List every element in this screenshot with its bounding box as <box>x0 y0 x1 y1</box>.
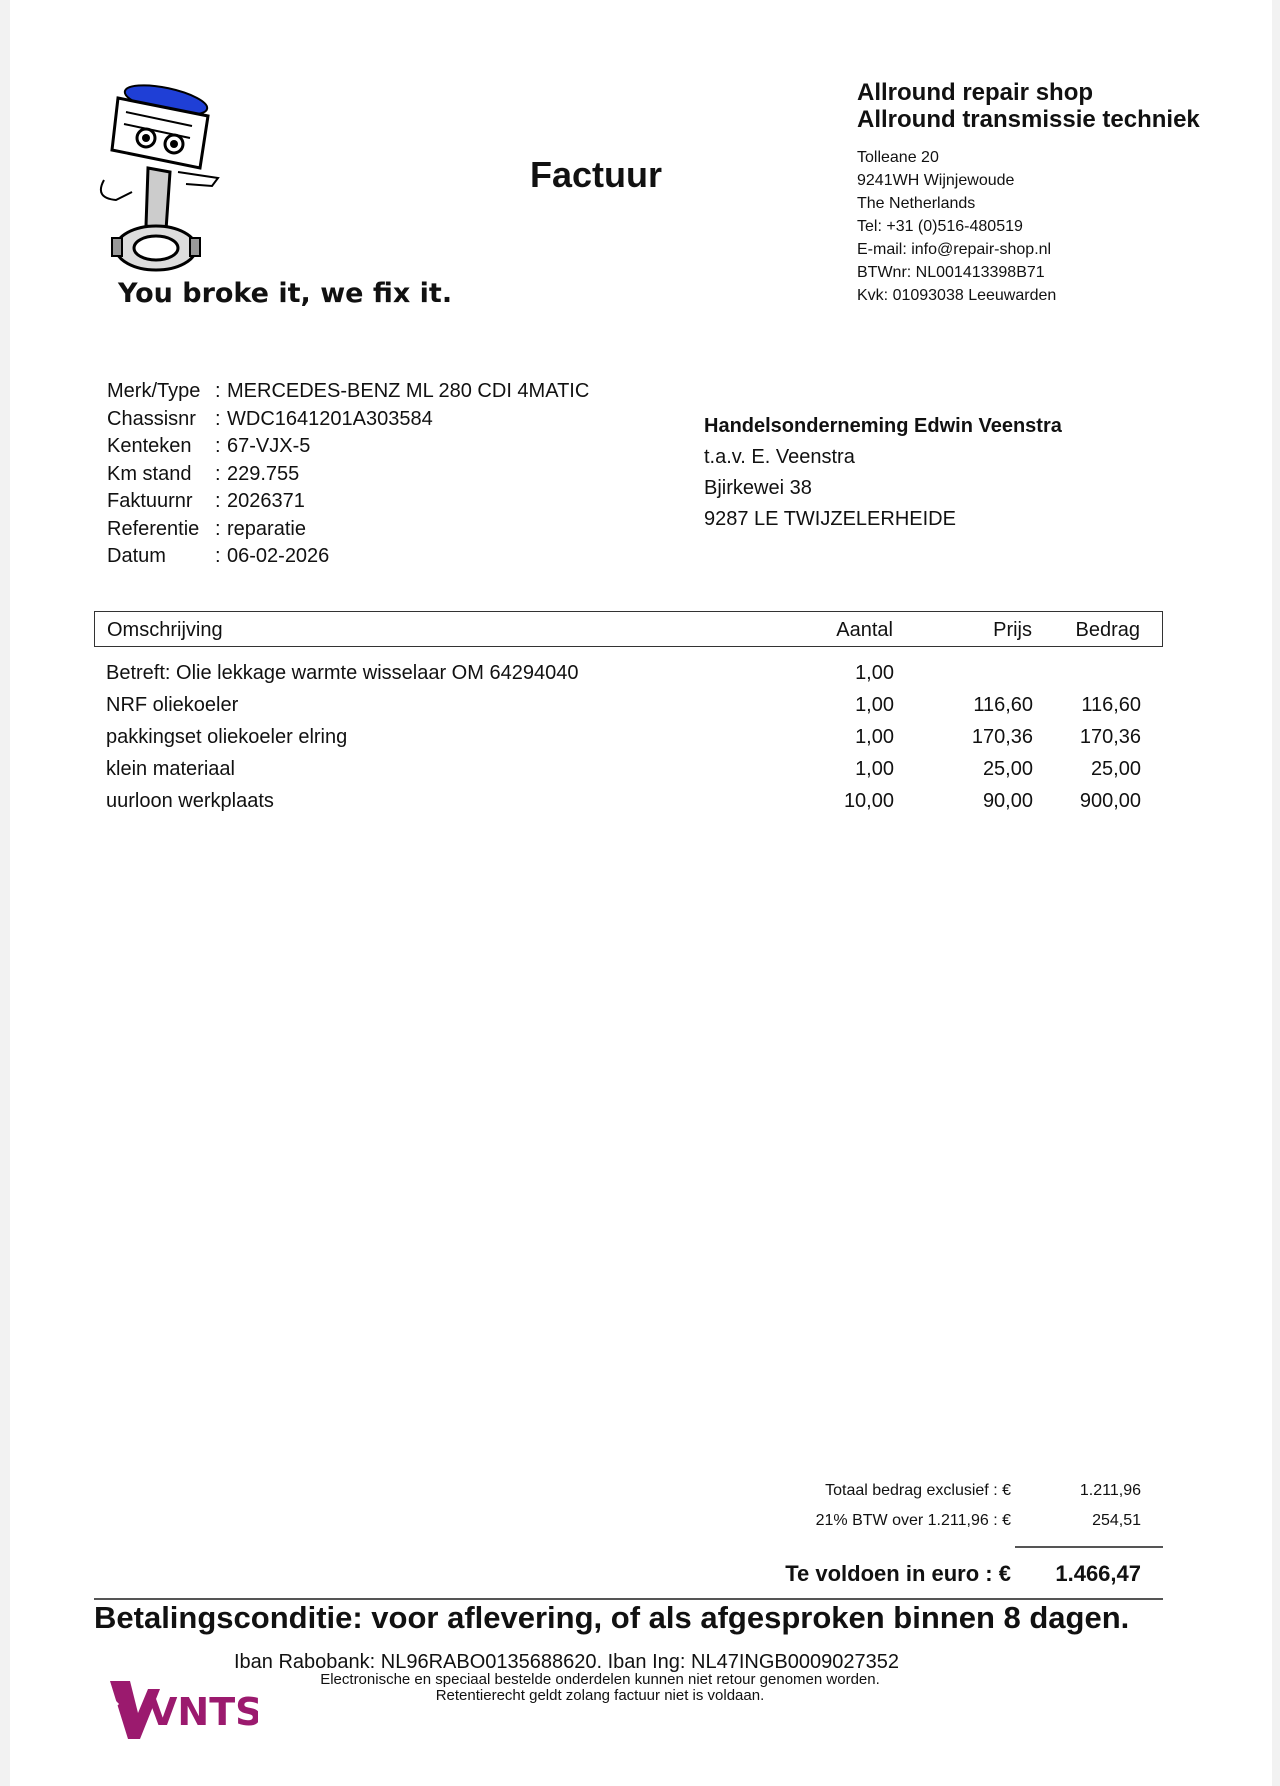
shop-street: Tolleane 20 <box>857 149 939 166</box>
tagline: You broke it, we fix it. <box>118 278 453 309</box>
row-description: pakkingset oliekoeler elring <box>106 726 348 748</box>
page-title: Factuur <box>530 154 663 195</box>
detail-value: 67-VJX-5 <box>227 435 311 457</box>
row-price: 25,00 <box>982 758 1033 780</box>
amount-due-label: Te voldoen in euro : € <box>785 1561 1011 1586</box>
detail-label: Kenteken <box>107 435 192 457</box>
shop-kvk: Kvk: 01093038 Leeuwarden <box>857 287 1057 304</box>
detail-label: Referentie <box>107 517 200 540</box>
table-row <box>94 655 1163 687</box>
shop-name-line-1: Allround repair shop <box>857 79 1094 106</box>
currency-symbol: € <box>1002 1512 1011 1529</box>
shop-email: E-mail: info@repair-shop.nl <box>857 241 1052 258</box>
customer-attn: t.a.v. E. Veenstra <box>704 446 855 468</box>
vat-value: 254,51 <box>1092 1512 1141 1529</box>
row-price: 116,60 <box>973 694 1033 716</box>
detail-row: Kenteken : 67-VJX-5 <box>107 433 589 461</box>
detail-row: Referentie : reparatie <box>107 516 589 544</box>
total-excl-value: 1.211,96 <box>1079 1482 1141 1499</box>
currency-symbol: € <box>998 1561 1011 1586</box>
detail-value: MERCEDES-BENZ ML 280 CDI 4MATIC <box>227 380 590 402</box>
retention-notice: Retentierecht geldt zolang factuur niet is voldaan. <box>435 1687 765 1704</box>
shop-postal: 9241WH Wijnjewoude <box>857 172 1015 189</box>
vat-label: 21% BTW over 1.211,96 : € <box>815 1512 1011 1529</box>
row-amount: 25,00 <box>1090 758 1141 780</box>
shop-country: The Netherlands <box>857 195 976 212</box>
detail-row: Chassisnr : WDC1641201A303584 <box>107 406 589 434</box>
invoice-page <box>10 0 1272 1786</box>
row-amount: 900,00 <box>1079 790 1141 812</box>
table-header <box>94 611 1163 647</box>
line-items <box>94 655 1163 815</box>
detail-row: Merk/Type : MERCEDES-BENZ ML 280 CDI 4MATIC <box>107 378 589 406</box>
table-row <box>94 719 1163 751</box>
table-row <box>94 687 1163 719</box>
row-quantity: 1,00 <box>855 694 894 716</box>
detail-value: reparatie <box>227 517 306 540</box>
piston-mascot-logo <box>96 80 256 280</box>
detail-value: 06-02-2026 <box>227 545 330 567</box>
row-amount: 170,36 <box>1079 726 1141 748</box>
shop-name-line-2: Allround transmissie techniek <box>857 106 1200 133</box>
detail-label: Faktuurnr <box>107 490 193 512</box>
detail-value: 2026371 <box>227 490 305 512</box>
vnts-logo <box>108 1675 258 1748</box>
detail-label: Merk/Type <box>107 380 201 402</box>
customer-address <box>704 411 1062 535</box>
amount-due-value: 1.466,47 <box>1055 1561 1141 1586</box>
customer-name: Handelsonderneming Edwin Veenstra <box>704 415 1062 437</box>
row-amount: 116,60 <box>1081 694 1141 716</box>
return-policy: Electronische en speciaal bestelde onderdelen kunnen niet retour genomen worden. <box>320 1671 880 1688</box>
header-amount: Bedrag <box>1075 619 1140 641</box>
shop-address <box>857 146 1056 307</box>
payment-terms: Betalingsconditie: voor aflevering, of als afgesproken binnen 8 dagen. <box>94 1600 1130 1635</box>
row-quantity: 1,00 <box>855 726 894 748</box>
total-excl-label: Totaal bedrag exclusief : € <box>825 1482 1011 1499</box>
detail-row: Faktuurnr : 2026371 <box>107 488 589 516</box>
row-quantity: 1,00 <box>855 758 894 780</box>
table-row <box>94 751 1163 783</box>
detail-row: Datum : 06-02-2026 <box>107 543 589 571</box>
detail-label: Datum <box>107 545 166 567</box>
detail-label: Chassisnr <box>107 407 196 430</box>
customer-city: 9287 LE TWIJZELERHEIDE <box>704 508 956 530</box>
piston-mascot-icon <box>96 80 256 280</box>
shop-name <box>857 79 1200 133</box>
totals-divider <box>1015 1546 1163 1548</box>
vnts-logo-text: VNTS <box>148 1690 258 1734</box>
row-description: NRF oliekoeler <box>106 694 239 716</box>
shop-vat-number: BTWnr: NL001413398B71 <box>857 264 1045 281</box>
row-description: klein materiaal <box>106 758 235 780</box>
row-description: uurloon werkplaats <box>106 790 274 812</box>
detail-value: WDC1641201A303584 <box>227 407 433 430</box>
currency-symbol: € <box>1002 1482 1011 1499</box>
row-quantity: 1,00 <box>855 662 894 684</box>
detail-label: Km stand <box>107 462 192 485</box>
bank-details: Iban Rabobank: NL96RABO0135688620. Iban Ing: NL47INGB0009027352 <box>234 1651 899 1673</box>
detail-value: 229.755 <box>227 462 300 485</box>
header-price: Prijs <box>993 619 1032 641</box>
table-row <box>94 783 1163 815</box>
row-description: Betreft: Olie lekkage warmte wisselaar OM 64294040 <box>106 662 579 684</box>
vehicle-details <box>107 378 589 571</box>
customer-street: Bjirkewei 38 <box>704 477 812 499</box>
row-price: 170,36 <box>971 726 1033 748</box>
header-quantity: Aantal <box>836 619 893 641</box>
row-quantity: 10,00 <box>843 790 894 812</box>
shop-phone: Tel: +31 (0)516-480519 <box>857 218 1023 235</box>
vnts-logo-icon <box>108 1675 258 1743</box>
detail-row: Km stand : 229.755 <box>107 461 589 489</box>
row-price: 90,00 <box>982 790 1033 812</box>
header-description: Omschrijving <box>107 619 223 641</box>
